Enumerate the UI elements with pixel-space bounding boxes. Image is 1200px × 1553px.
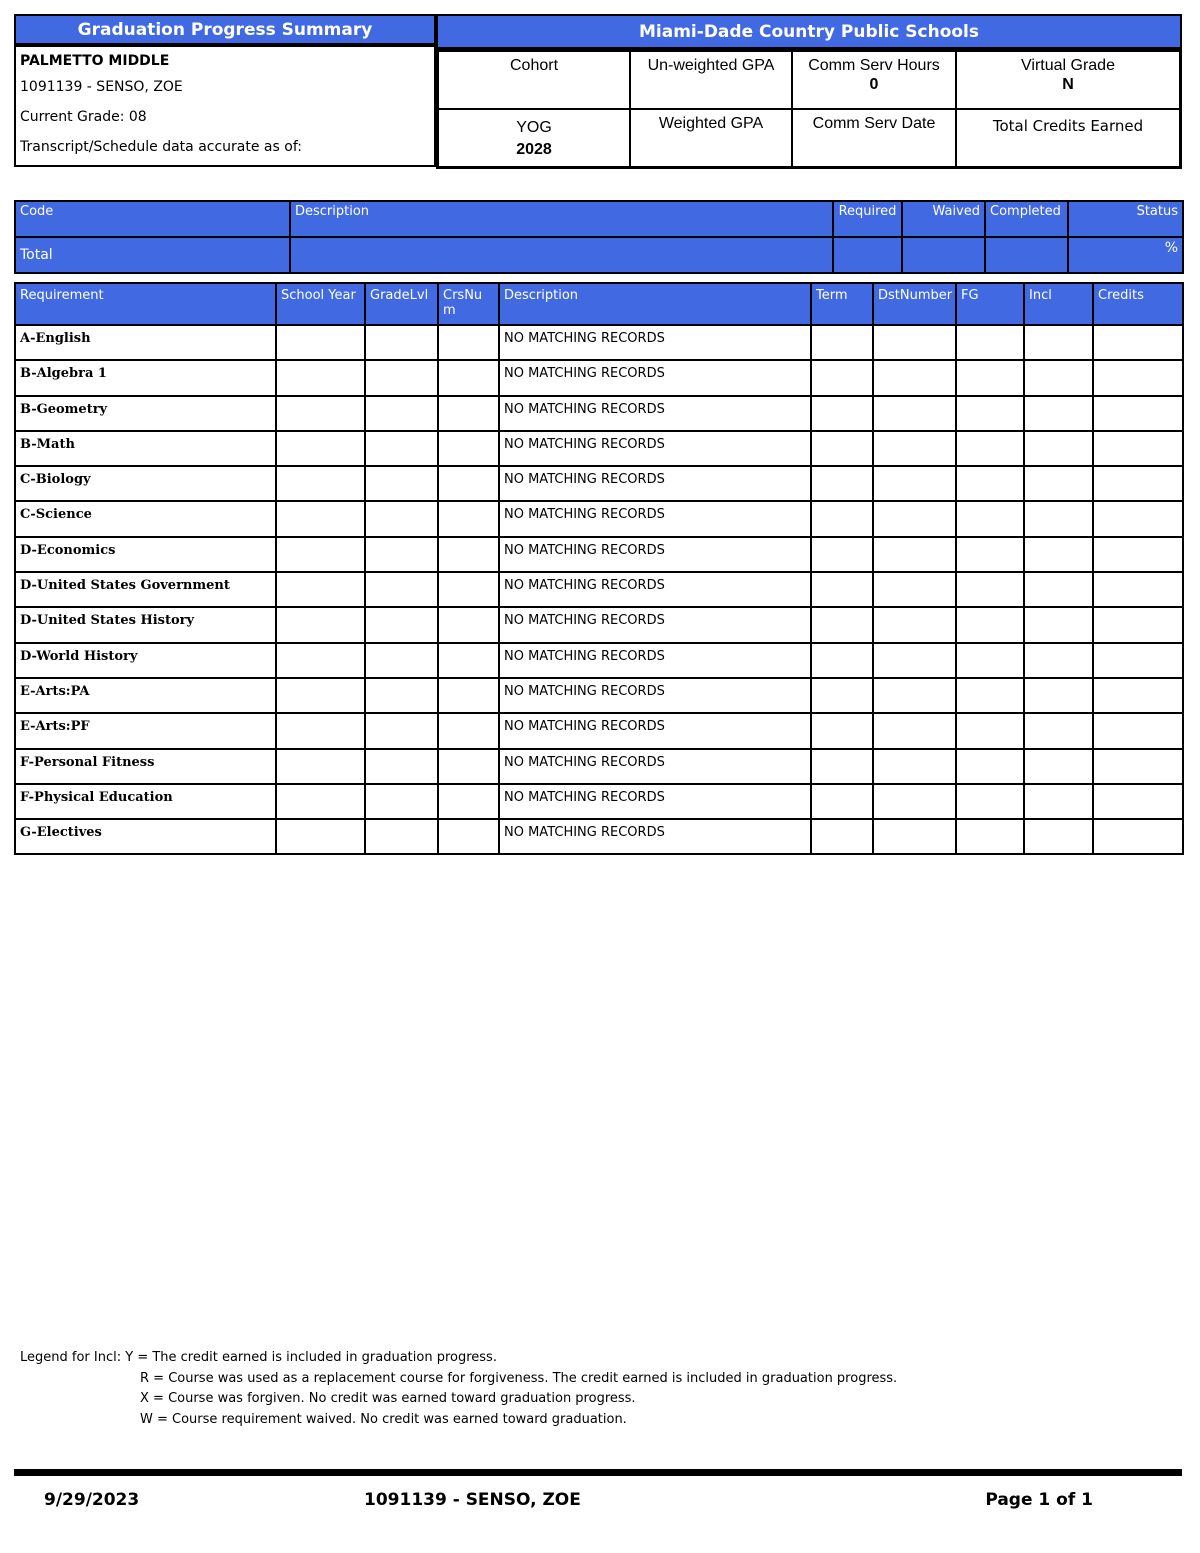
table-row	[15, 713, 1183, 748]
cell-school-year	[276, 819, 365, 854]
cell-dst-number	[873, 713, 956, 748]
cell-grade-lvl	[365, 501, 438, 536]
cell-credits	[1093, 360, 1183, 395]
table-row	[15, 466, 1183, 501]
cell-fg	[956, 396, 1024, 431]
cell-crs-num	[438, 749, 499, 784]
cell-crs-num	[438, 784, 499, 819]
school-name: PALMETTO MIDDLE	[20, 53, 170, 69]
cohort-cell	[438, 51, 630, 109]
cell-term	[811, 749, 873, 784]
cell-fg	[956, 537, 1024, 572]
legend-title: Legend for Incl:	[20, 1350, 122, 1365]
legend-line-y	[20, 1348, 897, 1369]
cell-credits	[1093, 501, 1183, 536]
req-header-dst-number: DstNumber	[873, 283, 956, 325]
footer-student: 1091139 - SENSO, ZOE	[364, 1490, 581, 1510]
cell-dst-number	[873, 537, 956, 572]
cell-school-year	[276, 784, 365, 819]
summary-total-required	[833, 237, 902, 273]
cell-fg	[956, 572, 1024, 607]
cell-fg	[956, 643, 1024, 678]
cell-crs-num	[438, 396, 499, 431]
cell-grade-lvl	[365, 819, 438, 854]
cell-grade-lvl	[365, 713, 438, 748]
cell-fg	[956, 431, 1024, 466]
cell-credits	[1093, 572, 1183, 607]
cell-fg	[956, 325, 1024, 360]
cell-dst-number	[873, 360, 956, 395]
cell-crs-num	[438, 643, 499, 678]
requirements-table	[14, 282, 1184, 855]
requirements-body	[15, 325, 1183, 854]
cell-incl	[1024, 431, 1093, 466]
cell-term	[811, 607, 873, 642]
cell-grade-lvl	[365, 396, 438, 431]
cell-description: NO MATCHING RECORDS	[499, 466, 811, 501]
report-title: Graduation Progress Summary	[14, 14, 436, 45]
cell-description: NO MATCHING RECORDS	[499, 678, 811, 713]
cell-crs-num	[438, 537, 499, 572]
cell-credits	[1093, 396, 1183, 431]
req-header-credits: Credits	[1093, 283, 1183, 325]
cell-credits	[1093, 678, 1183, 713]
cell-incl	[1024, 466, 1093, 501]
table-row	[15, 607, 1183, 642]
legend-x: X = Course was forgiven. No credit was earned toward graduation progress.	[140, 1391, 636, 1407]
cell-credits	[1093, 607, 1183, 642]
cell-term	[811, 431, 873, 466]
summary-table	[14, 200, 1184, 274]
cell-incl	[1024, 360, 1093, 395]
cell-requirement: C-Biology	[15, 466, 276, 501]
comm-serv-date-cell	[792, 109, 956, 167]
cell-description: NO MATCHING RECORDS	[499, 749, 811, 784]
table-row	[15, 819, 1183, 854]
cell-description: NO MATCHING RECORDS	[499, 325, 811, 360]
cell-fg	[956, 819, 1024, 854]
req-header-school-year: School Year	[276, 283, 365, 325]
summary-header-waived: Waived	[902, 201, 985, 237]
cell-incl	[1024, 537, 1093, 572]
cell-crs-num	[438, 466, 499, 501]
cell-requirement: G-Electives	[15, 819, 276, 854]
cell-incl	[1024, 572, 1093, 607]
cell-school-year	[276, 466, 365, 501]
req-header-crs-num: CrsNum	[438, 283, 499, 325]
cell-crs-num	[438, 819, 499, 854]
current-grade: Current Grade: 08	[20, 109, 147, 125]
req-header-incl: Incl	[1024, 283, 1093, 325]
cell-school-year	[276, 360, 365, 395]
cell-credits	[1093, 713, 1183, 748]
weighted-gpa-cell	[630, 109, 792, 167]
comm-serv-hours-value: 0	[869, 76, 879, 93]
cell-school-year	[276, 325, 365, 360]
cell-grade-lvl	[365, 325, 438, 360]
summary-total-description	[290, 237, 833, 273]
total-credits-cell	[956, 109, 1180, 167]
cell-description: NO MATCHING RECORDS	[499, 607, 811, 642]
legend-w: W = Course requirement waived. No credit was earned toward graduation.	[140, 1411, 627, 1427]
cell-credits	[1093, 325, 1183, 360]
requirements-header-row	[15, 283, 1183, 325]
req-header-fg: FG	[956, 283, 1024, 325]
cell-credits	[1093, 819, 1183, 854]
summary-total-row	[15, 237, 1183, 273]
incl-legend	[20, 1348, 897, 1430]
cell-fg	[956, 607, 1024, 642]
cell-credits	[1093, 784, 1183, 819]
cell-term	[811, 360, 873, 395]
cell-dst-number	[873, 643, 956, 678]
summary-total-status: %	[1068, 237, 1183, 273]
cell-incl	[1024, 501, 1093, 536]
cell-description: NO MATCHING RECORDS	[499, 360, 811, 395]
legend-y: Y = The credit earned is included in graduation progress.	[125, 1350, 497, 1365]
table-row	[15, 501, 1183, 536]
cell-school-year	[276, 643, 365, 678]
comm-serv-hours-label: Comm Serv Hours	[808, 57, 940, 74]
cell-school-year	[276, 607, 365, 642]
yog-value: 2028	[516, 141, 552, 158]
comm-serv-hours-cell	[792, 51, 956, 109]
summary-header-code: Code	[15, 201, 290, 237]
cell-description: NO MATCHING RECORDS	[499, 396, 811, 431]
cell-grade-lvl	[365, 537, 438, 572]
cell-description: NO MATCHING RECORDS	[499, 572, 811, 607]
cell-incl	[1024, 749, 1093, 784]
cell-term	[811, 713, 873, 748]
cell-requirement: C-Science	[15, 501, 276, 536]
cell-grade-lvl	[365, 466, 438, 501]
cell-requirement: D-World History	[15, 643, 276, 678]
student-id-name: 1091139 - SENSO, ZOE	[20, 79, 183, 95]
cell-incl	[1024, 678, 1093, 713]
cell-description: NO MATCHING RECORDS	[499, 501, 811, 536]
table-row	[15, 749, 1183, 784]
summary-total-label: Total	[15, 237, 290, 273]
cell-term	[811, 537, 873, 572]
cell-fg	[956, 749, 1024, 784]
cell-credits	[1093, 643, 1183, 678]
legend-r: R = Course was used as a replacement course for forgiveness. The credit earned is included in graduation progress.	[140, 1370, 898, 1386]
cell-school-year	[276, 501, 365, 536]
cell-requirement: B-Geometry	[15, 396, 276, 431]
table-row	[15, 678, 1183, 713]
cell-grade-lvl	[365, 572, 438, 607]
cell-crs-num	[438, 713, 499, 748]
info-grid	[436, 49, 1182, 169]
cell-dst-number	[873, 466, 956, 501]
cell-requirement: D-Economics	[15, 537, 276, 572]
cell-school-year	[276, 537, 365, 572]
table-row	[15, 325, 1183, 360]
cell-term	[811, 501, 873, 536]
cell-term	[811, 643, 873, 678]
cell-description: NO MATCHING RECORDS	[499, 784, 811, 819]
cell-grade-lvl	[365, 360, 438, 395]
summary-header-status: Status	[1068, 201, 1183, 237]
weighted-gpa-label: Weighted GPA	[658, 115, 764, 132]
cell-crs-num	[438, 360, 499, 395]
cell-incl	[1024, 396, 1093, 431]
cell-crs-num	[438, 501, 499, 536]
cell-term	[811, 784, 873, 819]
cell-requirement: E-Arts:PA	[15, 678, 276, 713]
cell-credits	[1093, 537, 1183, 572]
table-row	[15, 537, 1183, 572]
cell-requirement: E-Arts:PF	[15, 713, 276, 748]
cell-school-year	[276, 396, 365, 431]
cell-incl	[1024, 643, 1093, 678]
cell-description: NO MATCHING RECORDS	[499, 643, 811, 678]
req-header-term: Term	[811, 283, 873, 325]
cell-dst-number	[873, 501, 956, 536]
cell-dst-number	[873, 784, 956, 819]
summary-total-waived	[902, 237, 985, 273]
cohort-label: Cohort	[509, 57, 559, 74]
unweighted-gpa-label: Un-weighted GPA	[647, 57, 775, 74]
req-header-description: Description	[499, 283, 811, 325]
req-header-grade-lvl: GradeLvl	[365, 283, 438, 325]
summary-header-required: Required	[833, 201, 902, 237]
cell-grade-lvl	[365, 784, 438, 819]
cell-grade-lvl	[365, 607, 438, 642]
cell-fg	[956, 678, 1024, 713]
cell-dst-number	[873, 607, 956, 642]
cell-fg	[956, 784, 1024, 819]
virtual-grade-cell	[956, 51, 1180, 109]
cell-dst-number	[873, 749, 956, 784]
cell-requirement: B-Math	[15, 431, 276, 466]
cell-grade-lvl	[365, 749, 438, 784]
cell-requirement: D-United States History	[15, 607, 276, 642]
cell-term	[811, 466, 873, 501]
cell-incl	[1024, 607, 1093, 642]
cell-fg	[956, 360, 1024, 395]
cell-fg	[956, 713, 1024, 748]
table-row	[15, 431, 1183, 466]
summary-total-completed	[985, 237, 1068, 273]
cell-dst-number	[873, 325, 956, 360]
cell-incl	[1024, 819, 1093, 854]
footer-page: Page 1 of 1	[985, 1490, 1093, 1510]
virtual-grade-value: N	[1062, 76, 1074, 93]
cell-dst-number	[873, 431, 956, 466]
cell-fg	[956, 501, 1024, 536]
district-name: Miami-Dade Country Public Schools	[436, 14, 1182, 49]
summary-header-description: Description	[290, 201, 833, 237]
cell-requirement: F-Physical Education	[15, 784, 276, 819]
cell-dst-number	[873, 819, 956, 854]
cell-incl	[1024, 784, 1093, 819]
comm-serv-date-label: Comm Serv Date	[812, 115, 936, 132]
cell-credits	[1093, 749, 1183, 784]
cell-school-year	[276, 431, 365, 466]
unweighted-gpa-cell	[630, 51, 792, 109]
cell-crs-num	[438, 572, 499, 607]
cell-term	[811, 572, 873, 607]
table-row	[15, 360, 1183, 395]
cell-dst-number	[873, 396, 956, 431]
cell-crs-num	[438, 431, 499, 466]
cell-school-year	[276, 572, 365, 607]
table-row	[15, 643, 1183, 678]
cell-description: NO MATCHING RECORDS	[499, 431, 811, 466]
table-row	[15, 572, 1183, 607]
cell-grade-lvl	[365, 678, 438, 713]
cell-credits	[1093, 431, 1183, 466]
yog-label: YOG	[516, 119, 552, 136]
table-row	[15, 396, 1183, 431]
cell-dst-number	[873, 678, 956, 713]
cell-crs-num	[438, 325, 499, 360]
cell-term	[811, 819, 873, 854]
cell-description: NO MATCHING RECORDS	[499, 713, 811, 748]
cell-term	[811, 325, 873, 360]
cell-crs-num	[438, 607, 499, 642]
footer-date: 9/29/2023	[44, 1490, 140, 1510]
cell-requirement: B-Algebra 1	[15, 360, 276, 395]
yog-cell	[438, 109, 630, 167]
summary-header-row	[15, 201, 1183, 237]
cell-description: NO MATCHING RECORDS	[499, 537, 811, 572]
cell-grade-lvl	[365, 431, 438, 466]
student-info-box	[14, 45, 436, 167]
cell-credits	[1093, 466, 1183, 501]
table-row	[15, 784, 1183, 819]
cell-term	[811, 396, 873, 431]
cell-school-year	[276, 749, 365, 784]
cell-school-year	[276, 678, 365, 713]
cell-grade-lvl	[365, 643, 438, 678]
summary-header-completed: Completed	[985, 201, 1068, 237]
cell-incl	[1024, 713, 1093, 748]
total-credits-label: Total Credits Earned	[992, 117, 1144, 135]
cell-fg	[956, 466, 1024, 501]
cell-dst-number	[873, 572, 956, 607]
cell-crs-num	[438, 678, 499, 713]
cell-term	[811, 678, 873, 713]
req-header-requirement: Requirement	[15, 283, 276, 325]
footer-divider	[14, 1469, 1182, 1476]
virtual-grade-label: Virtual Grade	[1021, 57, 1115, 74]
cell-requirement: D-United States Government	[15, 572, 276, 607]
cell-incl	[1024, 325, 1093, 360]
accuracy-note: Transcript/Schedule data accurate as of:	[20, 139, 302, 155]
cell-requirement: F-Personal Fitness	[15, 749, 276, 784]
cell-requirement: A-English	[15, 325, 276, 360]
cell-school-year	[276, 713, 365, 748]
cell-description: NO MATCHING RECORDS	[499, 819, 811, 854]
